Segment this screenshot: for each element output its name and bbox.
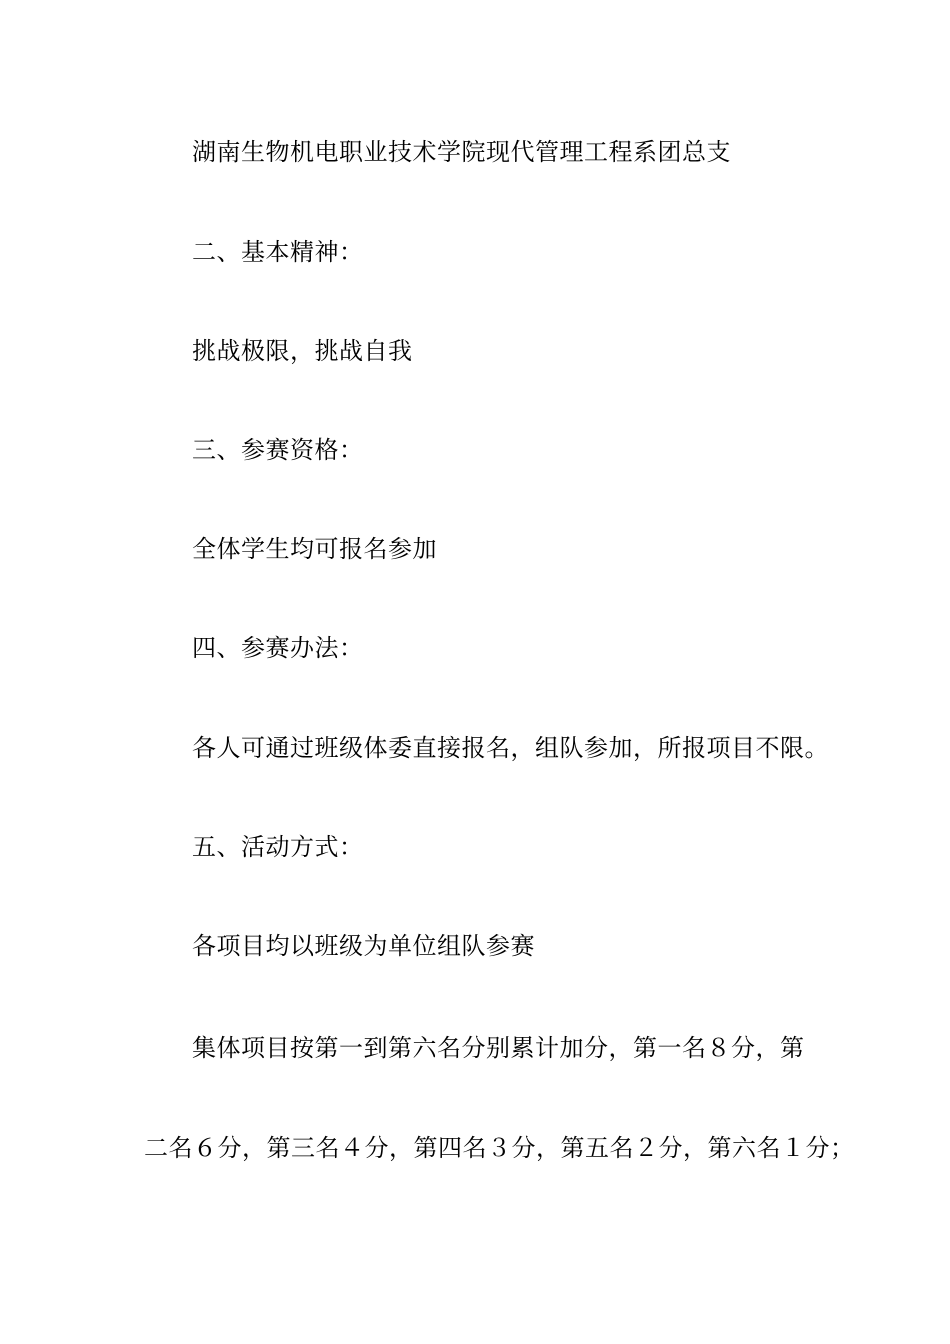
- paragraph-method: 各人可通过班级体委直接报名，组队参加，所报项目不限。: [192, 734, 829, 762]
- section-heading-method: 四、参赛办法：: [192, 634, 364, 662]
- paragraph-spirit: 挑战极限，挑战自我: [192, 337, 413, 365]
- organizer-line: 湖南生物机电职业技术学院现代管理工程系团总支: [192, 138, 731, 166]
- section-heading-eligibility: 三、参赛资格：: [192, 436, 364, 464]
- paragraph-team-entry: 各项目均以班级为单位组队参赛: [192, 932, 535, 960]
- paragraph-eligibility: 全体学生均可报名参加: [192, 535, 437, 563]
- section-heading-basic-spirit: 二、基本精神：: [192, 238, 364, 266]
- paragraph-scoring-line-1: 集体项目按第一到第六名分别累计加分，第一名８分，第: [192, 1034, 805, 1062]
- paragraph-scoring-line-2: 二名６分，第三名４分，第四名３分，第五名２分，第六名１分；: [144, 1134, 855, 1162]
- section-heading-activity-format: 五、活动方式：: [192, 833, 364, 861]
